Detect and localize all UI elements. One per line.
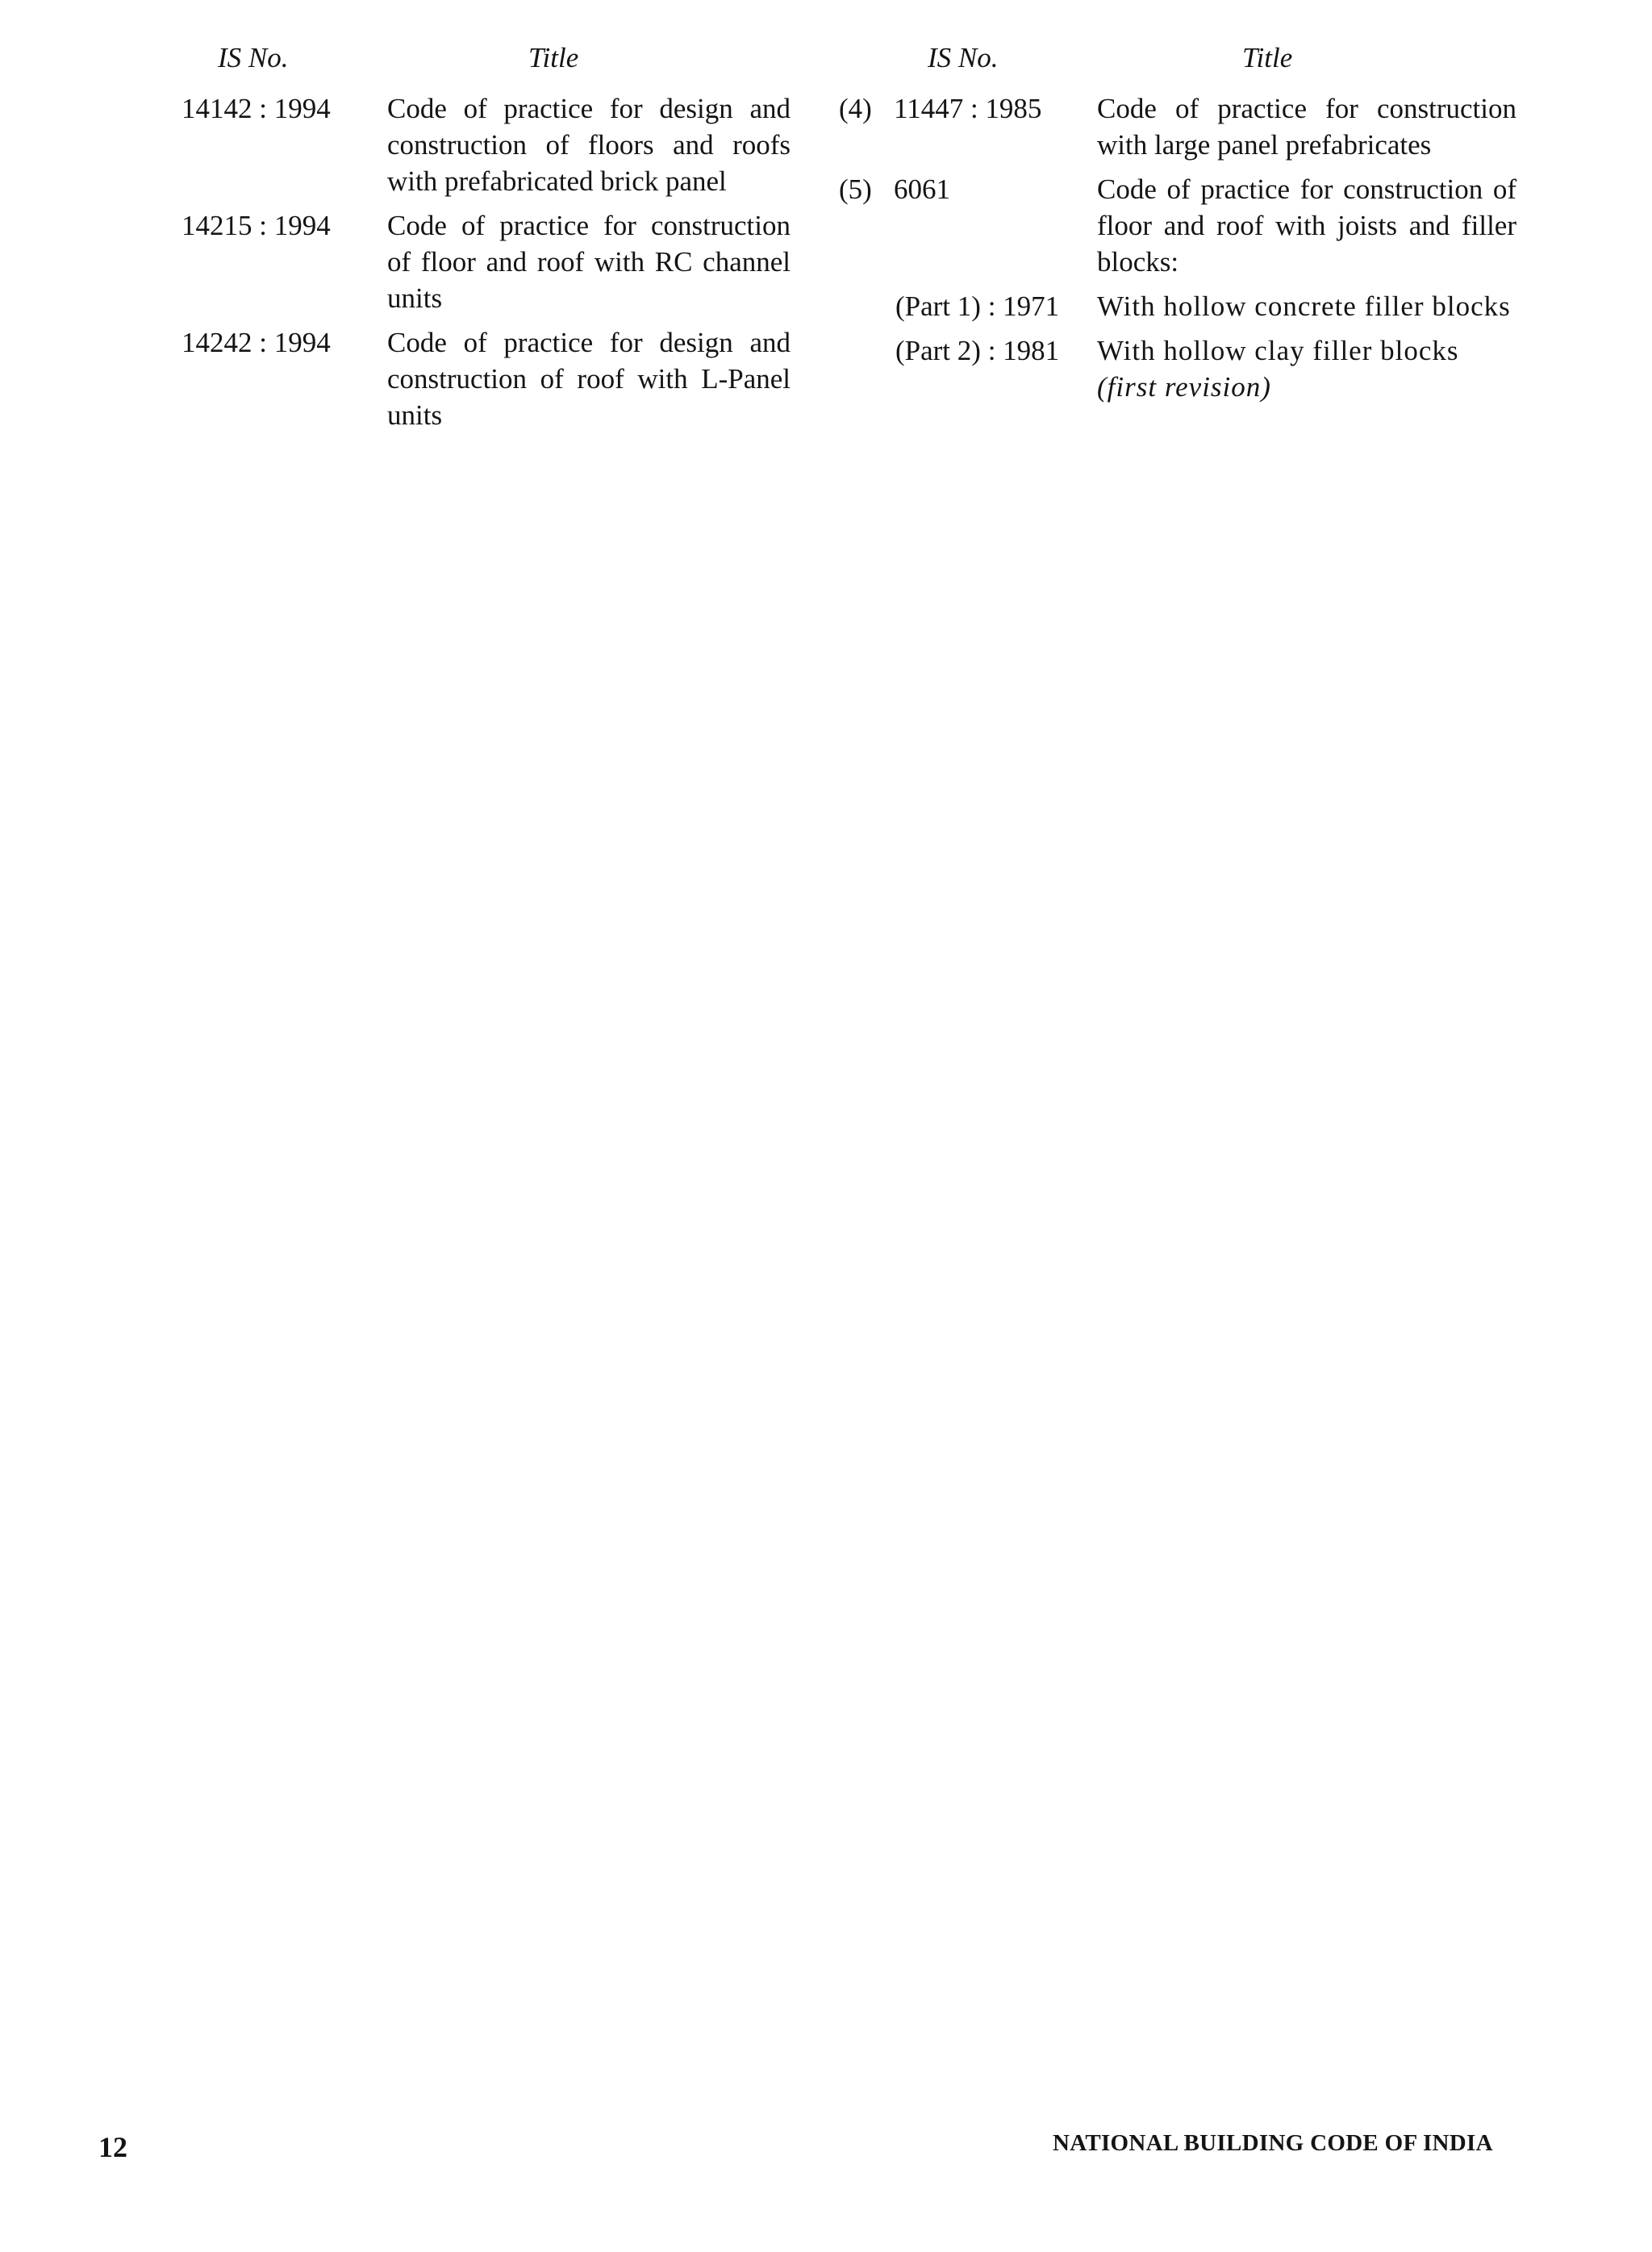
right-column-header: [839, 42, 1516, 90]
standard-title: With hollow concrete filler blocks: [1097, 290, 1511, 322]
left-column: [181, 42, 803, 441]
is-number: 11447 : 1985: [894, 93, 1042, 124]
title-heading: Title: [528, 42, 579, 73]
page-number: 12: [98, 2131, 127, 2163]
standard-part-entry: [839, 288, 1516, 324]
entry-index: (5): [839, 173, 872, 205]
is-number: 14242 : 1994: [181, 327, 331, 358]
is-number: 6061: [894, 173, 950, 205]
is-no-heading: IS No.: [928, 42, 999, 73]
running-title: NATIONAL BUILDING CODE OF INDIA: [1053, 2130, 1493, 2156]
standard-title: Code of practice for construction of floor and roof with joists and filler blocks:: [1097, 173, 1516, 278]
is-no-heading: IS No.: [218, 42, 289, 73]
standard-entry: [839, 90, 1516, 163]
standard-title: Code of practice for construction with large panel prefabricates: [1097, 93, 1516, 161]
standard-title: Code of practice for construction of floor and roof with RC channel units: [387, 210, 791, 314]
standard-part-entry: [839, 332, 1516, 405]
is-number: 14215 : 1994: [181, 210, 331, 241]
title-heading: Title: [1242, 42, 1293, 73]
part-number: (Part 2) : 1981: [895, 335, 1060, 366]
left-column-header: [181, 42, 803, 90]
standard-entry: [181, 324, 803, 433]
standard-entry: [181, 90, 803, 199]
standard-title: Code of practice for design and construction of roof with L-Panel units: [387, 327, 791, 431]
revision-note: (first revision): [1097, 371, 1271, 403]
entry-index: (4): [839, 93, 872, 124]
right-column: [839, 42, 1516, 413]
standard-entry: [839, 171, 1516, 280]
part-number: (Part 1) : 1971: [895, 290, 1060, 322]
standard-title-block: [1097, 332, 1516, 405]
standard-title: Code of practice for design and construction of floors and roofs with prefabricated brick panel: [387, 93, 791, 197]
is-number: 14142 : 1994: [181, 93, 331, 124]
standard-title: With hollow clay filler blocks: [1097, 335, 1459, 366]
standard-entry: [181, 207, 803, 316]
